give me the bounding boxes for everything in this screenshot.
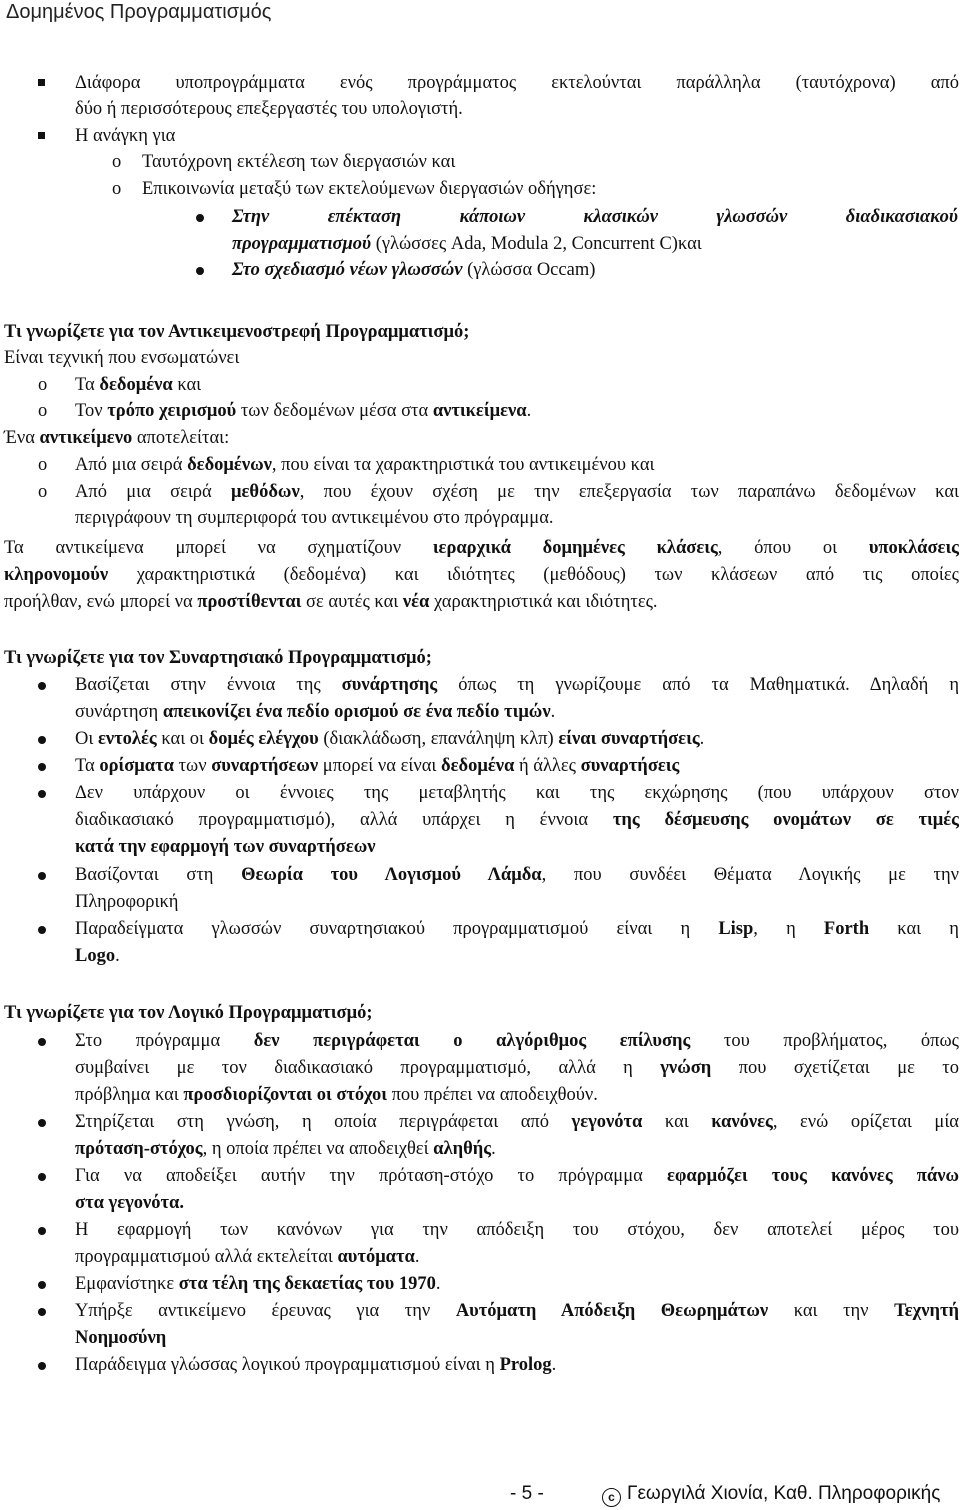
sec3-item6-line2: Logo. — [75, 946, 120, 966]
sec2-para-line1: Τα αντικείμενα μπορεί να σχηματίζουν ιεραρχικά δομημένες κλάσεις, όπου οι υποκλάσεις — [4, 538, 959, 558]
sec2-sub2: Τον τρόπο χειρισμού των δεδομένων μέσα στα αντικείμενα. — [75, 401, 532, 421]
sec4-item6-line1: Υπήρξε αντικείμενο έρευνας για την Αυτόματη Απόδειξη Θεωρημάτων και την Τεχνητή — [75, 1301, 960, 1321]
sec2-intro: Είναι τεχνική που ενσωματώνει — [4, 348, 240, 368]
dot-bullet-icon — [38, 1362, 46, 1370]
sec3-item5-line1: Βασίζονται στη Θεωρία του Λογισμού Λάμδα, που συνδέει Θέματα Λογικής με την — [75, 865, 959, 885]
sec3-item4-line2: διαδικασιακό προγραμματισμό), αλλά υπάρχει η έννοια της δέσμευσης ονομάτων σε τιμές — [75, 810, 959, 830]
sec1-sub1: Ταυτόχρονη εκτέλεση των διεργασιών και — [142, 152, 456, 172]
sec4-item1-line2: συμβαίνει με τον διαδικασιακό προγραμματισμό, αλλά η γνώση που σχετίζεται με το — [75, 1058, 959, 1078]
dot-bullet-icon — [38, 736, 46, 744]
sec2-sub1: Τα δεδομένα και — [75, 375, 202, 395]
sec3-item2: Οι εντολές και οι δομές ελέγχου (διακλάδωση, επανάληψη κλπ) είναι συναρτήσεις. — [75, 729, 705, 749]
sec4-item5: Εμφανίστηκε στα τέλη της δεκαετίας του 1970. — [75, 1274, 441, 1294]
dot-bullet-icon — [196, 267, 204, 275]
dot-bullet-icon — [38, 1281, 46, 1289]
circle-bullet-icon: o — [38, 482, 48, 502]
sec3-item3: Τα ορίσματα των συναρτήσεων μπορεί να είναι δεδομένα ή άλλες συναρτήσεις — [75, 756, 680, 776]
square-bullet-icon — [38, 132, 45, 139]
dot-bullet-icon — [38, 1173, 46, 1181]
sec4-item2-line1: Στηρίζεται στη γνώση, η οποία περιγράφεται από γεγονότα και κανόνες, ενώ ορίζεται μία — [75, 1112, 959, 1132]
dot-bullet-icon — [38, 1119, 46, 1127]
sec3-item6-line1: Παραδείγματα γλωσσών συναρτησιακού προγραμματισμού είναι η Lisp, η Forth και η — [75, 919, 959, 939]
sec1-bullet1-line1: Διάφορα υποπρογράμματα ενός προγράμματος εκτελούνται παράλληλα (ταυτόχρονα) από — [75, 73, 959, 93]
sec4-item6-line2: Νοημοσύνη — [75, 1328, 167, 1348]
page-header: Δομημένος Προγραμματισμός — [6, 1, 272, 23]
sec3-item1-line1: Βασίζεται στην έννοια της συνάρτησης όπως τη γνωρίζουμε από τα Μαθηματικά. Δηλαδή η — [75, 675, 959, 695]
footer-author: Γεωργιλά Χιονία, Καθ. Πληροφορικής — [627, 1483, 941, 1504]
sec3-item1-line2: συνάρτηση απεικονίζει ένα πεδίο ορισμού σε ένα πεδίο τιμών. — [75, 702, 556, 722]
sec2-para-line3: προήλθαν, ενώ μπορεί να προστίθενται σε αυτές και νέα χαρακτηριστικά και ιδιότητες. — [4, 592, 658, 612]
sec3-item5-line2: Πληροφορική — [75, 892, 179, 912]
dot-bullet-icon — [38, 1227, 46, 1235]
sec2-sub3: Από μια σειρά δεδομένων, που είναι τα χαρακτηριστικά του αντικειμένου και — [75, 455, 655, 475]
circle-bullet-icon: o — [38, 375, 48, 395]
square-bullet-icon — [38, 79, 45, 86]
sec1-dot1-line2: προγραμματισμού (γλώσσες Ada, Modula 2, Concurrent C)και — [232, 234, 702, 254]
circle-bullet-icon: o — [112, 179, 122, 199]
dot-bullet-icon — [38, 682, 46, 690]
sec2-object-intro: Ένα αντικείμενο αποτελείται: — [4, 428, 230, 448]
dot-bullet-icon — [38, 1308, 46, 1316]
sec4-item4-line1: Η εφαρμογή των κανόνων για την απόδειξη του στόχου, δεν αποτελεί μέρος του — [75, 1220, 959, 1240]
circle-bullet-icon: o — [38, 401, 48, 421]
circle-bullet-icon: o — [38, 455, 48, 475]
page-footer — [0, 1483, 960, 1510]
sec3-item4-line3: κατά την εφαρμογή των συναρτήσεων — [75, 837, 376, 857]
sec4-title: Τι γνωρίζετε για τον Λογικό Προγραμματισμό; — [4, 1003, 373, 1023]
sec4-item4-line2: προγραμματισμού αλλά εκτελείται αυτόματα. — [75, 1247, 420, 1267]
dot-bullet-icon — [38, 790, 46, 798]
sec4-item3-line2: στα γεγονότα. — [75, 1193, 184, 1213]
sec1-bullet2: Η ανάγκη για — [75, 126, 176, 146]
dot-bullet-icon — [196, 214, 204, 222]
copyright-icon: c — [602, 1488, 621, 1507]
dot-bullet-icon — [38, 926, 46, 934]
sec4-item1-line1: Στο πρόγραμμα δεν περιγράφεται ο αλγόριθμος επίλυσης του προβλήματος, όπως — [75, 1031, 959, 1051]
sec1-dot2: Στο σχεδιασμό νέων γλωσσών (γλώσσα Occam) — [232, 260, 596, 280]
sec4-item1-line3: πρόβλημα και προσδιορίζονται οι στόχοι που πρέπει να αποδειχθούν. — [75, 1085, 598, 1105]
footer-copyright — [602, 1483, 940, 1507]
sec1-bullet1-line2: δύο ή περισσότερους επεξεργαστές του υπολογιστή. — [75, 99, 463, 119]
sec2-para-line2: κληρονομούν χαρακτηριστικά (δεδομένα) και ιδιότητες (μεθόδους) των κλάσεων από τις οποίες — [4, 565, 959, 585]
sec3-item4-line1: Δεν υπάρχουν οι έννοιες της μεταβλητής και της εκχώρησης (που υπάρχουν στον — [75, 783, 959, 803]
sec2-title: Τι γνωρίζετε για τον Αντικειμενοστρεφή Προγραμματισμό; — [4, 322, 470, 342]
sec4-item7: Παράδειγμα γλώσσας λογικού προγραμματισμού είναι η Prolog. — [75, 1355, 557, 1375]
sec1-sub2: Επικοινωνία μεταξύ των εκτελούμενων διεργασιών οδήγησε: — [142, 179, 597, 199]
dot-bullet-icon — [38, 872, 46, 880]
sec3-title: Τι γνωρίζετε για τον Συναρτησιακό Προγραμματισμό; — [4, 648, 432, 668]
sec4-item2-line2: πρόταση-στόχος, η οποία πρέπει να αποδειχθεί αληθής. — [75, 1139, 496, 1159]
dot-bullet-icon — [38, 763, 46, 771]
page-number: - 5 - — [510, 1483, 544, 1504]
dot-bullet-icon — [38, 1038, 46, 1046]
sec1-dot1-line1: Στην επέκταση κάποιων κλασικών γλωσσών διαδικασιακού — [232, 207, 958, 227]
circle-bullet-icon: o — [112, 152, 122, 172]
sec2-sub4-line1: Από μια σειρά μεθόδων, που έχουν σχέση με την επεξεργασία των παραπάνω δεδομένων και — [75, 482, 959, 502]
sec2-sub4-line2: περιγράφουν τη συμπεριφορά του αντικειμένου στο πρόγραμμα. — [75, 508, 554, 528]
sec4-item3-line1: Για να αποδείξει αυτήν την πρόταση-στόχο το πρόγραμμα εφαρμόζει τους κανόνες πάνω — [75, 1166, 959, 1186]
